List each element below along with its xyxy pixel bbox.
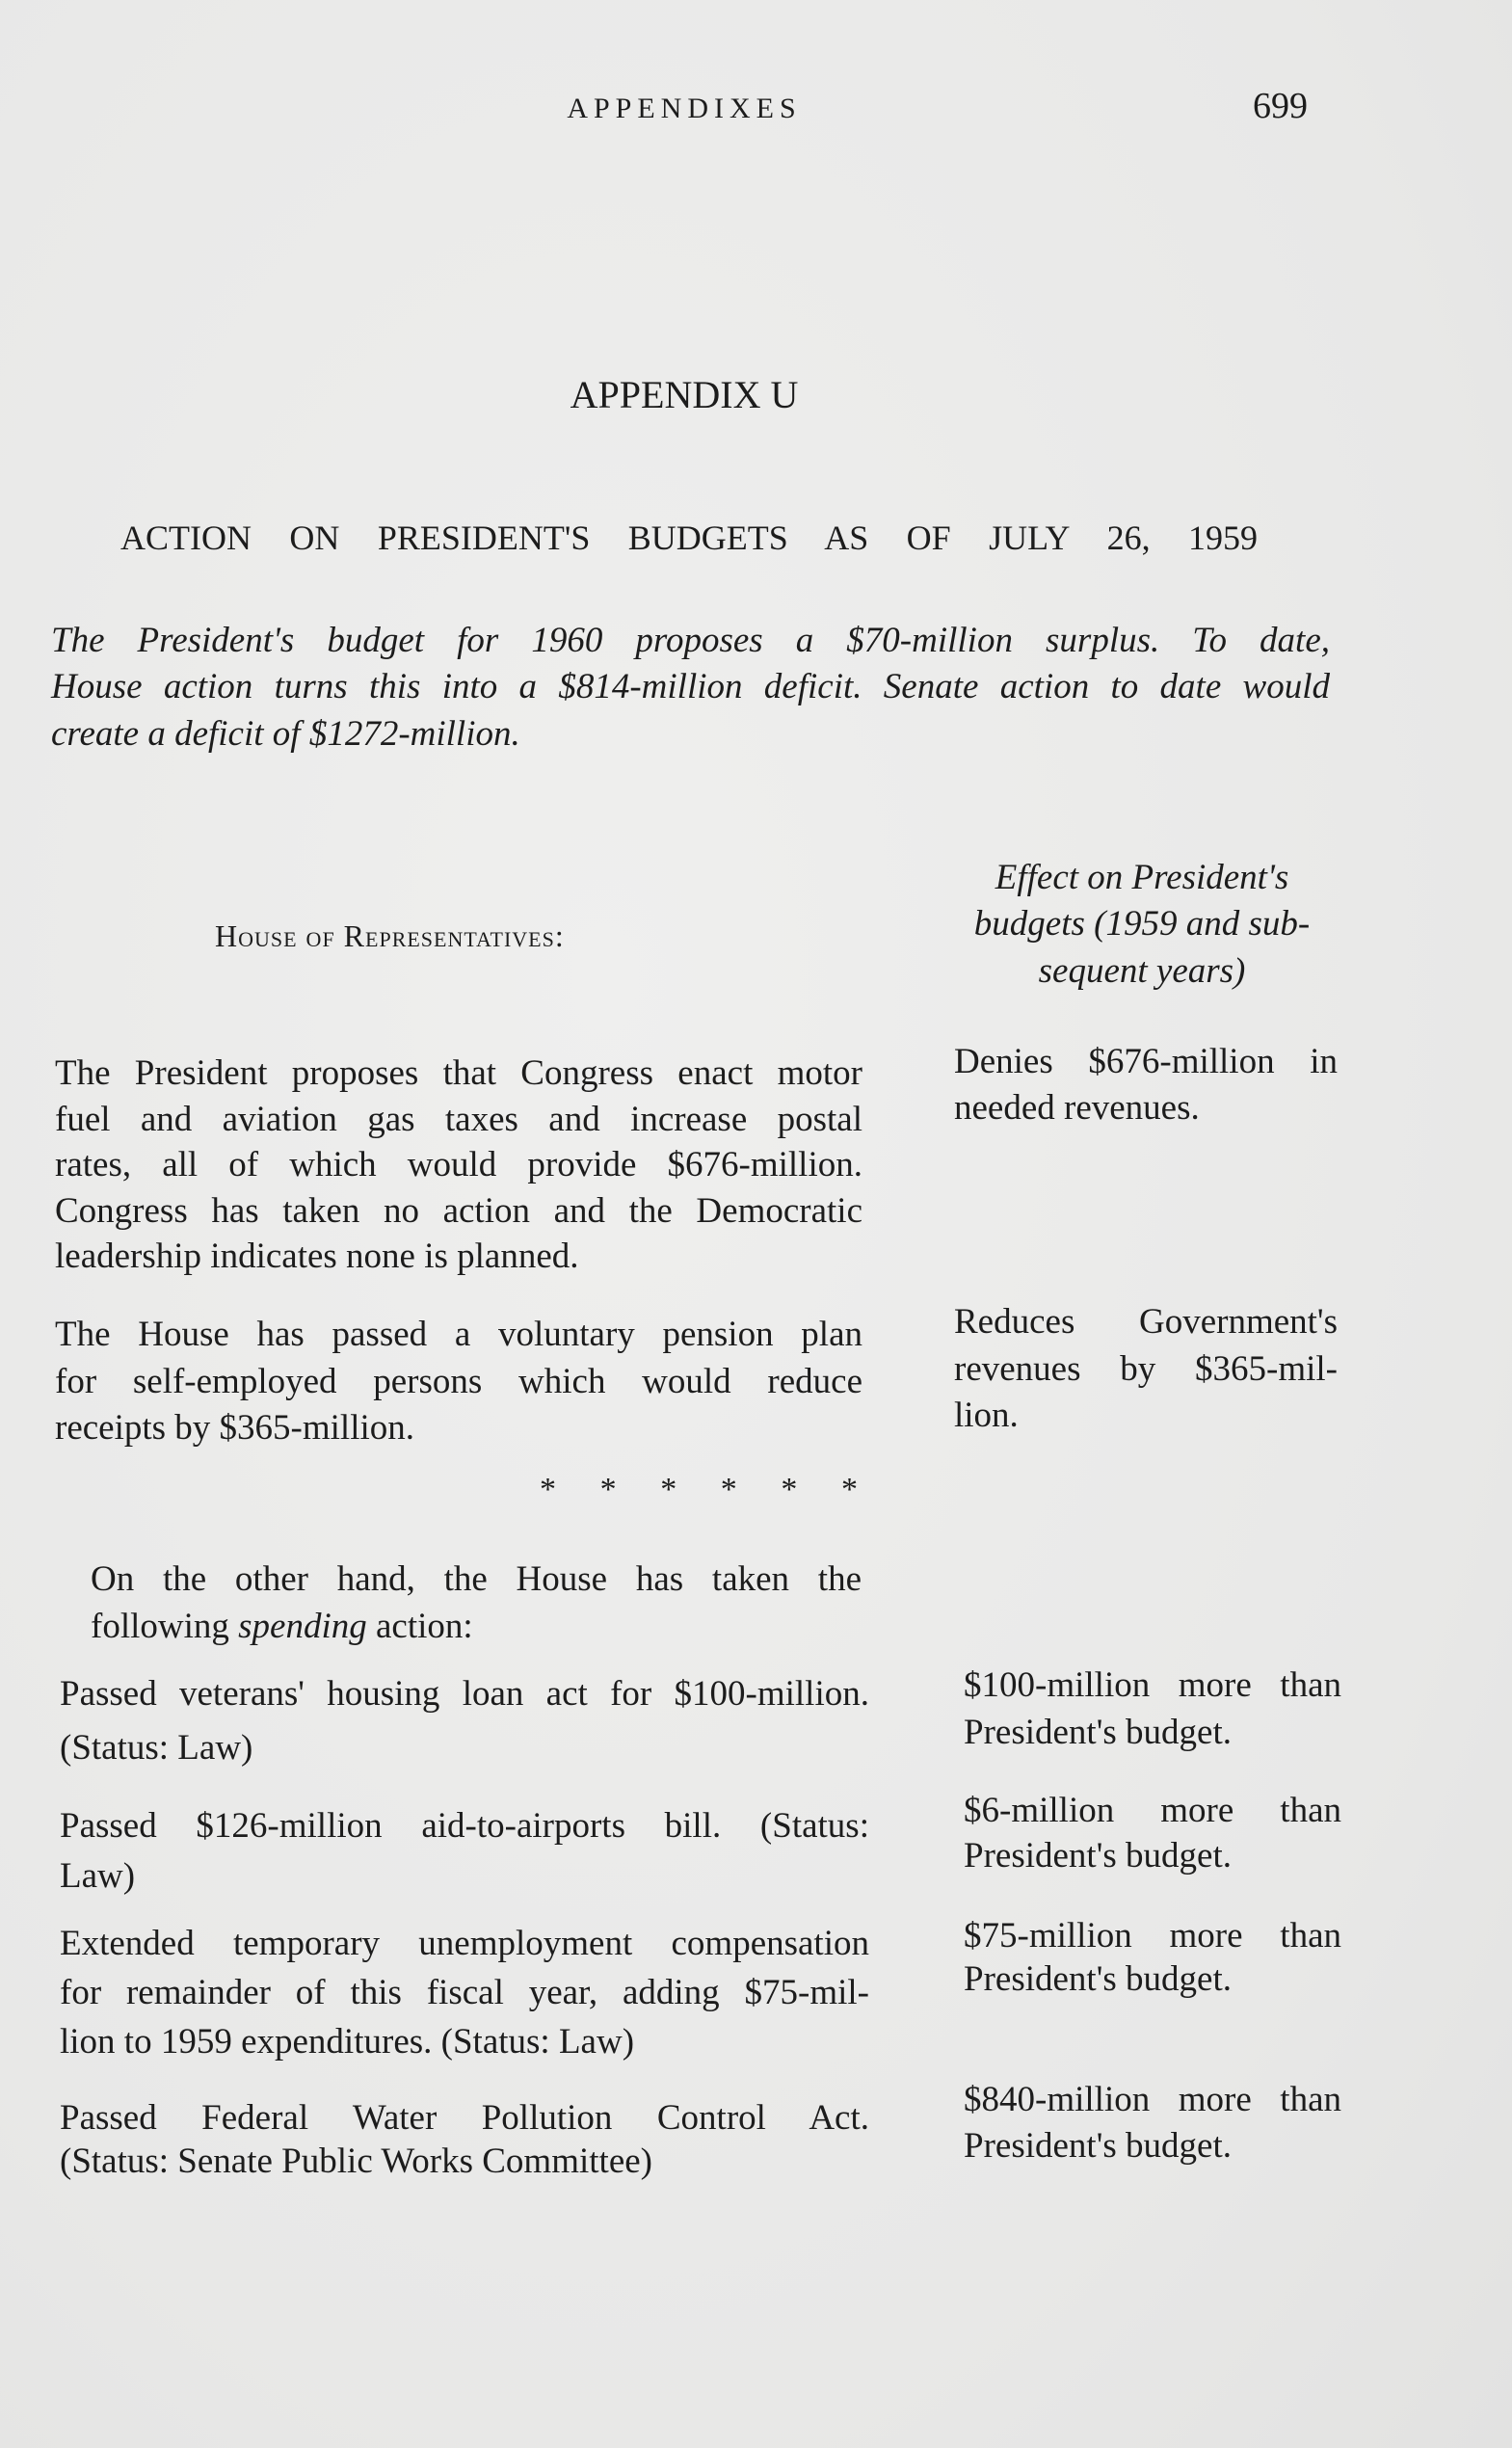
spending-action-line: (Status: Senate Public Works Committee)	[60, 2141, 652, 2181]
spending-action-line: Passed veterans' housing loan act for $100-million.	[60, 1673, 869, 1714]
emphasis-spending: spending	[238, 1606, 367, 1646]
spending-action-line: (Status: Law)	[60, 1727, 253, 1768]
spending-effect-line: President's budget.	[964, 1712, 1232, 1752]
revenue-action-line: receipts by $365-million.	[55, 1407, 415, 1448]
spending-intro-line	[91, 1606, 473, 1646]
revenue-effect-line: Denies $676-million in	[954, 1041, 1338, 1081]
spending-action-line: for remainder of this fiscal year, adding $75-mil-	[60, 1972, 869, 2012]
spending-intro-line: On the other hand, the House has taken the	[91, 1558, 862, 1599]
revenue-action-line: leadership indicates none is planned.	[55, 1236, 579, 1276]
main-title: ACTION ON PRESIDENT'S BUDGETS AS OF JULY 26, 1959	[120, 519, 1258, 557]
revenue-effect-line: revenues by $365-mil-	[954, 1348, 1338, 1389]
revenue-action-line: The House has passed a voluntary pension plan	[55, 1314, 862, 1354]
spending-effect-line: $100-million more than	[964, 1664, 1341, 1705]
spending-action-line: Passed $126-million aid-to-airports bill. (Status:	[60, 1805, 869, 1846]
intro-line: create a deficit of $1272-million.	[51, 713, 520, 754]
intro-line: House action turns this into a $814-million deficit. Senate action to date would	[51, 666, 1330, 706]
spending-action-line: Passed Federal Water Pollution Control Act.	[60, 2097, 869, 2138]
page-number: 699	[1253, 86, 1308, 126]
spending-action-line: Extended temporary unemployment compensation	[60, 1923, 869, 1963]
revenue-effect-line: needed revenues.	[954, 1087, 1200, 1128]
revenue-action-line: The President proposes that Congress enact motor	[55, 1052, 862, 1093]
spending-effect-line: $840-million more than	[964, 2079, 1341, 2119]
revenue-effect-line: Reduces Government's	[954, 1301, 1338, 1342]
spending-effect-line: $75-million more than	[964, 1915, 1341, 1956]
effect-heading-line: sequent years)	[1038, 950, 1246, 991]
spending-effect-line: President's budget.	[964, 1835, 1232, 1876]
revenue-action-line: rates, all of which would provide $676-million.	[55, 1144, 862, 1184]
running-head-title: APPENDIXES	[567, 93, 802, 124]
text-span: action:	[366, 1606, 473, 1646]
spending-effect-line: President's budget.	[964, 1958, 1232, 1999]
revenue-action-line: fuel and aviation gas taxes and increase postal	[55, 1099, 862, 1139]
revenue-effect-line: lion.	[954, 1395, 1019, 1435]
section-heading: House of Representatives:	[215, 918, 565, 953]
effect-heading-line: budgets (1959 and sub-	[973, 903, 1311, 944]
spending-action-line: lion to 1959 expenditures. (Status: Law)	[60, 2021, 635, 2062]
text-span: following	[91, 1606, 239, 1646]
effect-heading-line: Effect on President's	[995, 857, 1289, 897]
separator-asterisks: * * * * * *	[540, 1472, 858, 1507]
spending-action-line: Law)	[60, 1855, 136, 1896]
intro-line: The President's budget for 1960 proposes a $70-million surplus. To date,	[51, 620, 1330, 660]
revenue-action-line: Congress has taken no action and the Democratic	[55, 1190, 862, 1231]
revenue-action-line: for self-employed persons which would reduce	[55, 1361, 862, 1401]
spending-effect-line: President's budget.	[964, 2125, 1232, 2166]
appendix-title: APPENDIX U	[570, 373, 799, 416]
spending-effect-line: $6-million more than	[964, 1790, 1341, 1830]
